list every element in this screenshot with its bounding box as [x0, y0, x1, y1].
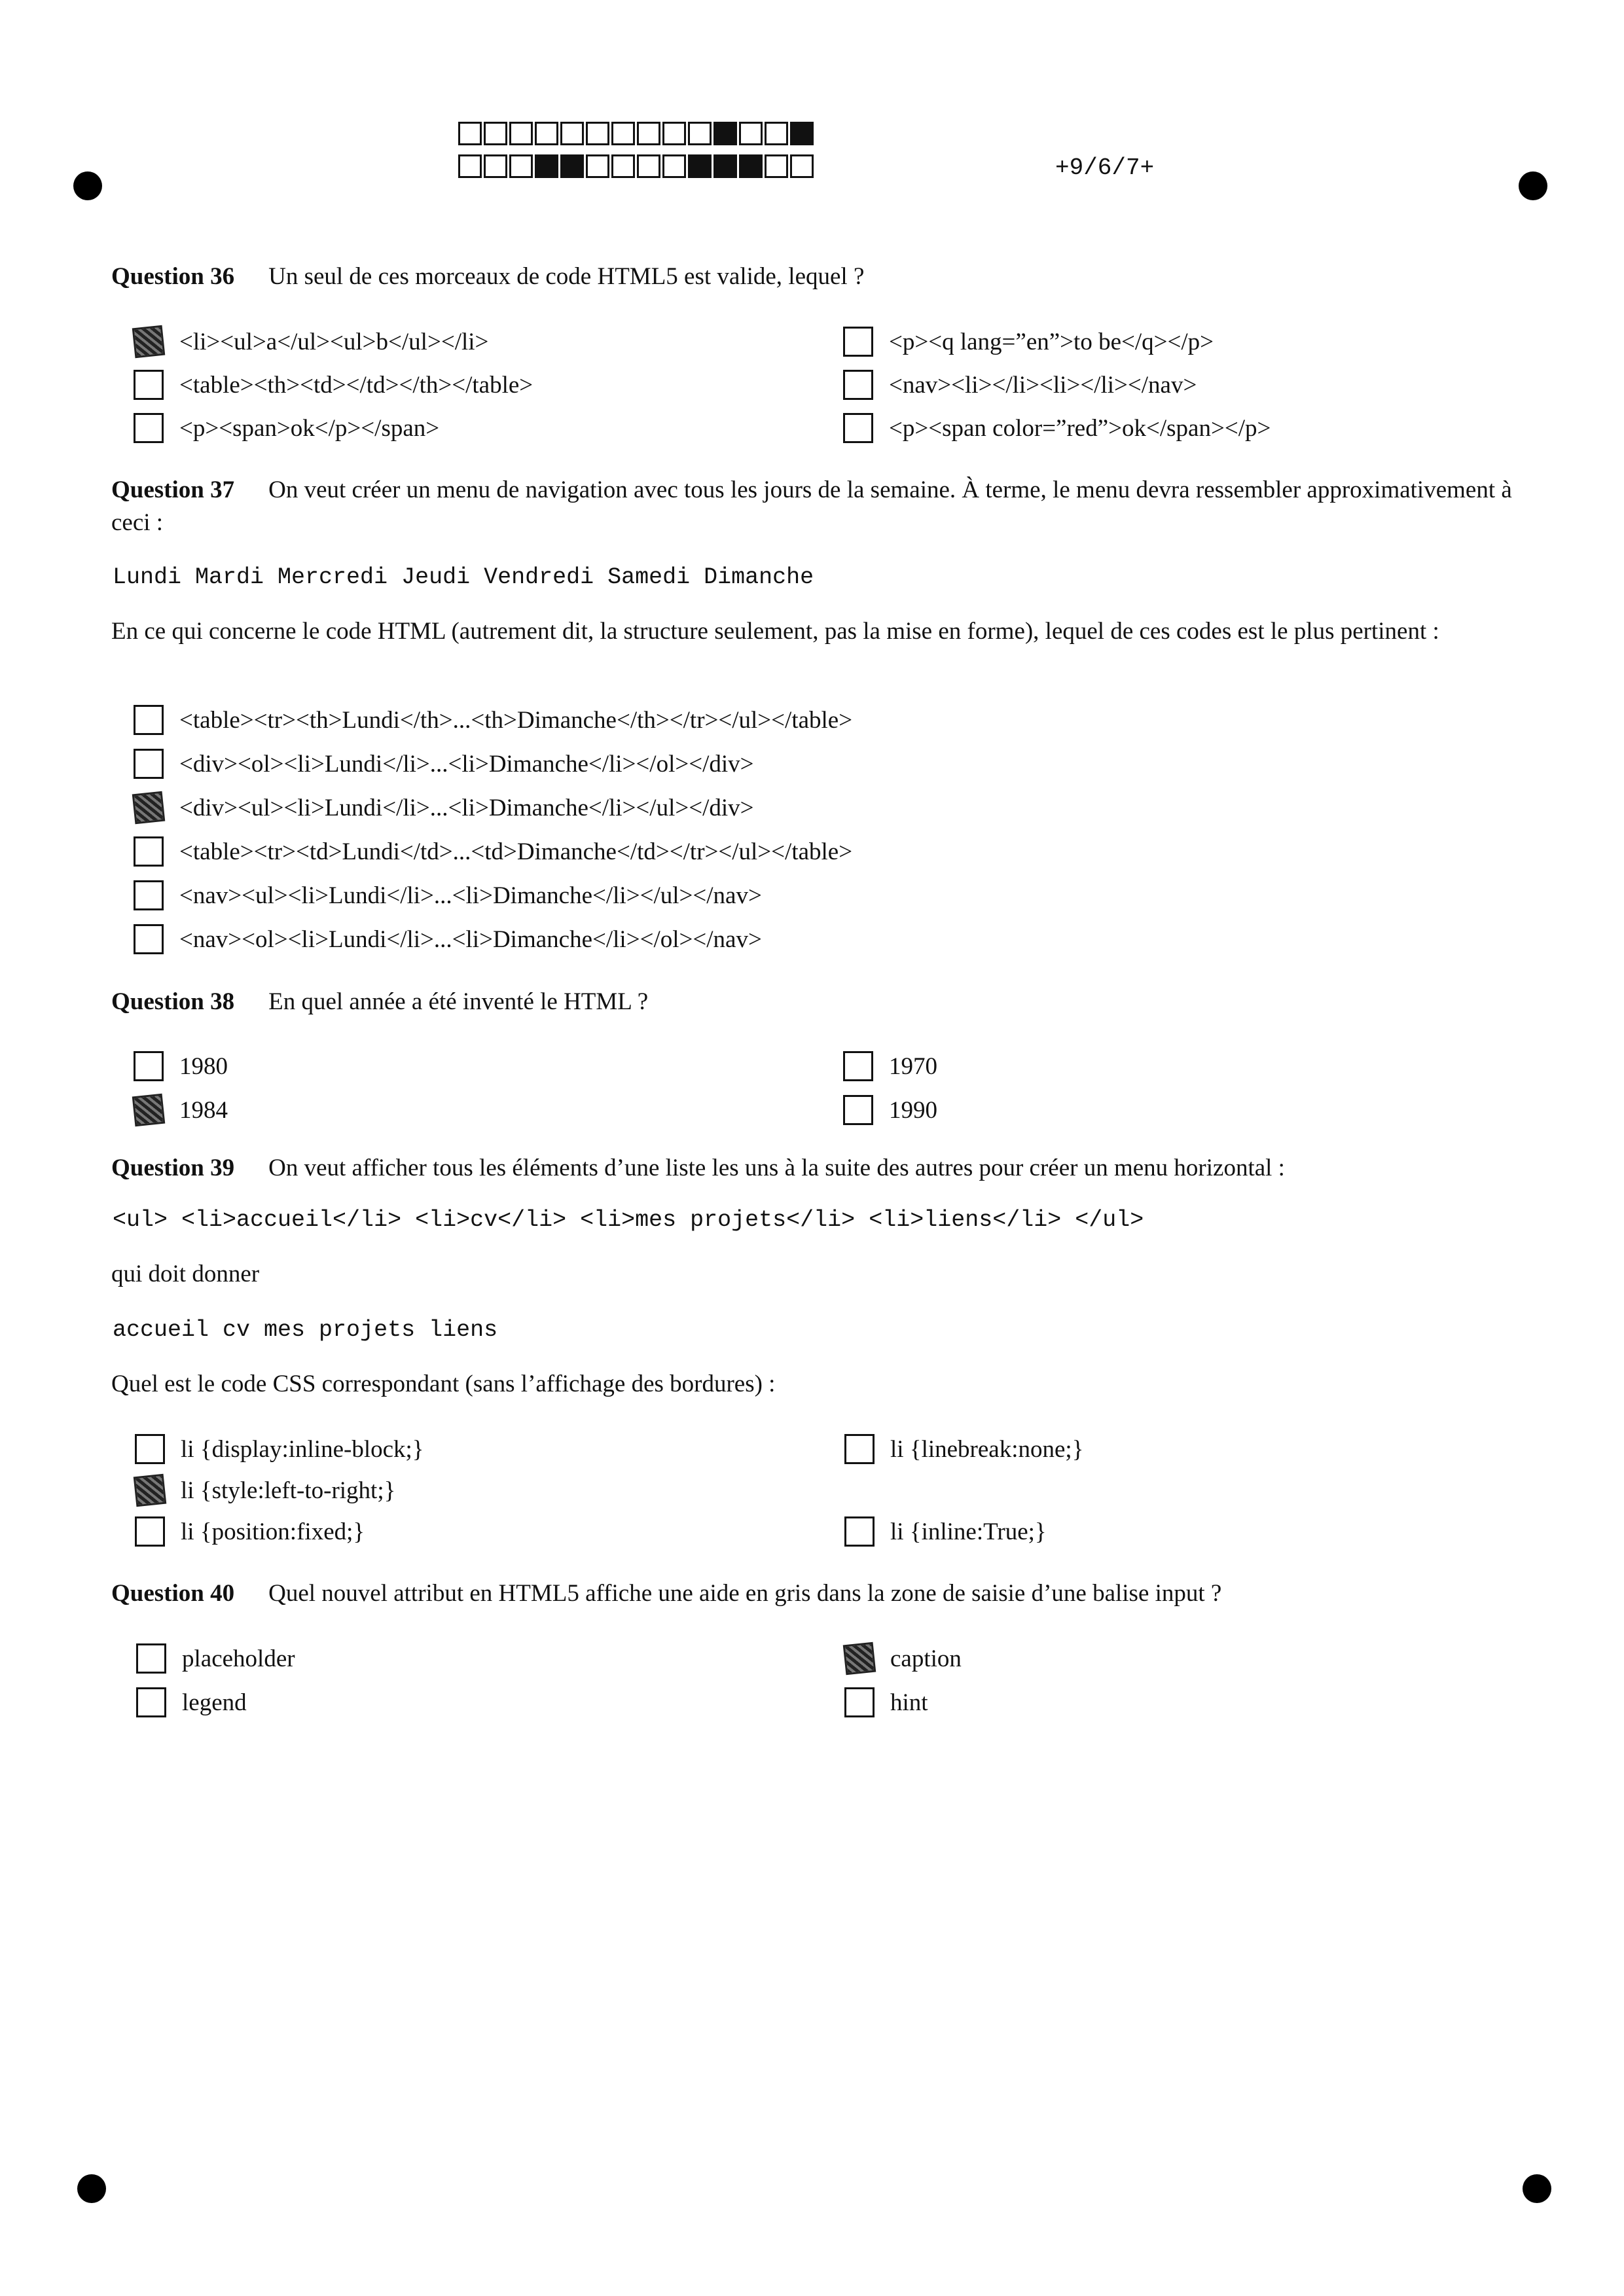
registration-mark-top-left [73, 171, 102, 200]
option-q37-e[interactable] [134, 878, 762, 912]
checkbox[interactable] [134, 1474, 167, 1507]
question-number: Question 38 [111, 988, 235, 1015]
option-label: hint [890, 1689, 928, 1716]
barcode-cell [586, 154, 609, 178]
option-label: <nav><li></li><li></li></nav> [889, 371, 1197, 399]
option-label: li {linebreak:none;} [890, 1435, 1084, 1463]
checkbox[interactable] [134, 749, 164, 779]
option-q40-b[interactable] [136, 1685, 247, 1719]
barcode-row-1 [458, 122, 816, 145]
option-label: <p><span color=”red”>ok</span></p> [889, 414, 1271, 442]
checkbox[interactable] [136, 1687, 166, 1717]
question-38-title [111, 986, 1525, 1018]
barcode-cell [484, 122, 507, 145]
registration-mark-top-right [1519, 171, 1547, 200]
checkbox[interactable] [844, 1434, 875, 1464]
checkbox[interactable] [843, 1051, 873, 1081]
checkbox[interactable] [134, 924, 164, 954]
barcode-cell [586, 122, 609, 145]
checkbox[interactable] [135, 1434, 165, 1464]
option-label: 1980 [179, 1052, 228, 1080]
barcode-cell [611, 154, 635, 178]
option-label: <li><ul>a</ul><ul>b</ul></li> [179, 328, 489, 355]
option-q40-d[interactable] [844, 1685, 928, 1719]
result-example: accueil cv mes projets liens [113, 1317, 498, 1343]
option-q40-c[interactable] [844, 1641, 962, 1676]
menu-example: Lundi Mardi Mercredi Jeudi Vendredi Samedi Dimanche [113, 564, 814, 590]
option-q37-d[interactable] [134, 834, 852, 869]
checkbox[interactable] [844, 1687, 875, 1717]
barcode-cell [688, 154, 712, 178]
option-label: <nav><ul><li>Lundi</li>...<li>Dimanche</li></ul></nav> [179, 882, 762, 909]
option-label: placeholder [182, 1645, 295, 1672]
barcode-cell [637, 122, 660, 145]
option-q40-a[interactable] [136, 1641, 295, 1676]
option-q36-c[interactable] [134, 411, 439, 445]
question-39-title [111, 1152, 1525, 1185]
option-label: <div><ul><li>Lundi</li>...<li>Dimanche</li></ul></div> [179, 794, 754, 821]
checkbox[interactable] [134, 1051, 164, 1081]
question-text: Un seul de ces morceaux de code HTML5 est valide, lequel ? [268, 263, 865, 290]
option-label: li {style:left-to-right;} [181, 1477, 396, 1504]
barcode-cell [688, 122, 712, 145]
checkbox[interactable] [134, 370, 164, 400]
barcode-cell [509, 122, 533, 145]
option-label: <div><ol><li>Lundi</li>...<li>Dimanche</li></ol></div> [179, 750, 754, 778]
option-label: li {inline:True;} [890, 1518, 1047, 1545]
option-q39-c[interactable] [135, 1515, 365, 1549]
option-label: <nav><ol><li>Lundi</li>...<li>Dimanche</li></ol></nav> [179, 925, 762, 953]
option-q39-a[interactable] [135, 1432, 424, 1466]
option-q37-a[interactable] [134, 703, 852, 737]
option-q38-d[interactable] [843, 1093, 937, 1127]
barcode-cell [458, 122, 482, 145]
barcode-cell [713, 122, 737, 145]
checkbox[interactable] [843, 370, 873, 400]
option-label: li {position:fixed;} [181, 1518, 365, 1545]
question-39-subtext: qui doit donner [111, 1261, 260, 1287]
question-text: On veut afficher tous les éléments d’une liste les uns à la suite des autres pour créer un menu horizontal : [268, 1155, 1285, 1181]
option-q36-d[interactable] [843, 325, 1214, 359]
barcode-cell [662, 154, 686, 178]
checkbox[interactable] [132, 325, 166, 359]
barcode-cell [484, 154, 507, 178]
checkbox[interactable] [136, 1643, 166, 1674]
option-label: legend [182, 1689, 247, 1716]
barcode-cell [560, 122, 584, 145]
checkbox[interactable] [843, 327, 873, 357]
question-number: Question 36 [111, 263, 235, 290]
option-q36-e[interactable] [843, 368, 1197, 402]
checkbox[interactable] [134, 705, 164, 735]
option-q37-c[interactable] [134, 791, 754, 825]
option-q36-f[interactable] [843, 411, 1271, 445]
barcode-cell [535, 122, 558, 145]
checkbox[interactable] [132, 1094, 166, 1127]
barcode-cell [535, 154, 558, 178]
barcode-cell [713, 154, 737, 178]
option-label: caption [890, 1645, 962, 1672]
barcode-cell [637, 154, 660, 178]
question-37-subtext: En ce qui concerne le code HTML (autrement dit, la structure seulement, pas la mise en forme), lequel de ces codes est le plus pertinent : [111, 618, 1439, 645]
checkbox[interactable] [134, 836, 164, 867]
option-label: <p><q lang=”en”>to be</q></p> [889, 328, 1214, 355]
option-label: <table><tr><th>Lundi</th>...<th>Dimanche</th></tr></ul></table> [179, 706, 853, 734]
barcode-cell [611, 122, 635, 145]
barcode-cell [560, 154, 584, 178]
checkbox[interactable] [134, 413, 164, 443]
option-label: <p><span>ok</p></span> [179, 414, 440, 442]
checkbox[interactable] [843, 1642, 876, 1676]
barcode-cell [662, 122, 686, 145]
question-text: On veut créer un menu de navigation avec tous les jours de la semaine. À terme, le menu devra ressembler approximativement à ceci : [111, 476, 1512, 536]
option-q39-d[interactable] [844, 1432, 1083, 1466]
question-40-title [111, 1577, 1525, 1610]
registration-mark-bottom-left [77, 2174, 106, 2203]
option-label: <table><th><td></td></th></table> [179, 371, 533, 399]
checkbox[interactable] [134, 880, 164, 910]
option-q39-e[interactable] [844, 1515, 1047, 1549]
barcode-cell [739, 154, 763, 178]
page-id: +9/6/7+ [1055, 154, 1155, 181]
option-q38-b[interactable] [134, 1093, 228, 1127]
question-text: Quel nouvel attribut en HTML5 affiche une aide en gris dans la zone de saisie d’une balise input ? [268, 1580, 1222, 1607]
question-36-title [111, 260, 1525, 293]
option-label: 1984 [179, 1096, 228, 1124]
barcode-cell [458, 154, 482, 178]
question-number: Question 37 [111, 476, 235, 503]
checkbox[interactable] [132, 791, 166, 825]
barcode-cell [790, 154, 814, 178]
question-text: En quel année a été inventé le HTML ? [268, 988, 649, 1015]
question-number: Question 39 [111, 1155, 235, 1181]
checkbox[interactable] [135, 1516, 165, 1547]
option-label: 1970 [889, 1052, 937, 1080]
option-label: li {display:inline-block;} [181, 1435, 424, 1463]
checkbox[interactable] [843, 413, 873, 443]
question-39-prompt: Quel est le code CSS correspondant (sans l’affichage des bordures) : [111, 1371, 776, 1397]
option-q39-b[interactable] [135, 1473, 395, 1507]
question-number: Question 40 [111, 1580, 235, 1607]
option-q36-a[interactable] [134, 325, 488, 359]
option-q38-c[interactable] [843, 1049, 937, 1083]
question-37-title [111, 474, 1525, 539]
option-label: 1990 [889, 1096, 937, 1124]
option-q38-a[interactable] [134, 1049, 228, 1083]
checkbox[interactable] [843, 1095, 873, 1125]
barcode-cell [739, 122, 763, 145]
barcode-cell [509, 154, 533, 178]
barcode-cell [765, 122, 788, 145]
code-snippet: <ul> <li>accueil</li> <li>cv</li> <li>mes projets</li> <li>liens</li> </ul> [113, 1207, 1144, 1233]
checkbox[interactable] [844, 1516, 875, 1547]
option-q36-b[interactable] [134, 368, 533, 402]
option-q37-b[interactable] [134, 747, 754, 781]
registration-mark-bottom-right [1523, 2174, 1551, 2203]
barcode-row-2 [458, 154, 816, 178]
barcode-cell [790, 122, 814, 145]
option-q37-f[interactable] [134, 922, 762, 956]
option-label: <table><tr><td>Lundi</td>...<td>Dimanche</td></tr></ul></table> [179, 838, 853, 865]
barcode-cell [765, 154, 788, 178]
